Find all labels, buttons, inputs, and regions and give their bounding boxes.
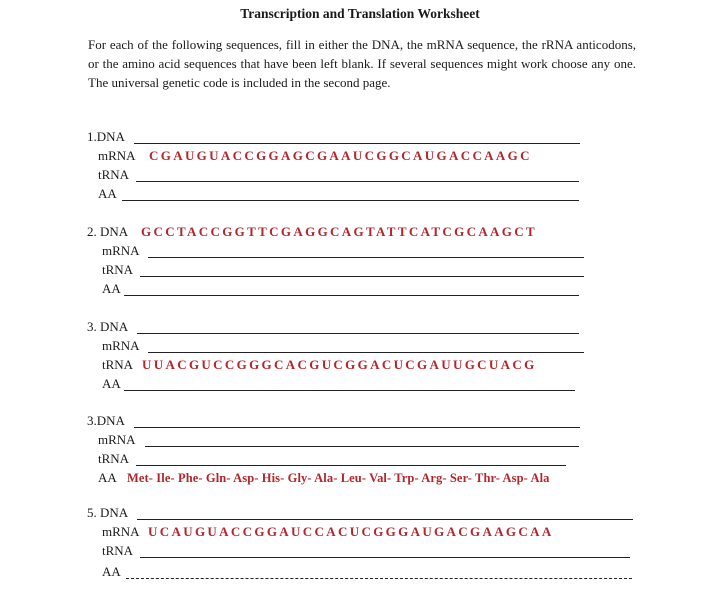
mrna-row: [102, 242, 587, 260]
mrna-sequence: UCAUGUACCGGAUCCACUCGGGAUGACGAAGCAA: [148, 524, 554, 539]
trna-row: [102, 261, 587, 279]
dna-label: 1.DNA: [87, 129, 125, 144]
mrna-sequence: CGAUGUACCGGAGCGAAUCGGCAUGACCAAGC: [149, 148, 532, 163]
trna-label: tRNA: [102, 262, 134, 277]
mrna-row: [98, 431, 583, 449]
instructions-paragraph: For each of the following sequences, fill in either the DNA, the mRNA sequence, the rRNA anticodons, or the amino acid sequences that have been left blank. If several sequences might work choose any one. The universal genetic code is included in the second page.: [88, 37, 636, 90]
aa-answer-line[interactable]: [124, 390, 575, 391]
mrna-label: mRNA: [102, 338, 140, 353]
aa-answer-line[interactable]: [124, 295, 579, 296]
trna-answer-line[interactable]: [140, 276, 584, 277]
mrna-label: mRNA: [102, 524, 140, 539]
dna-label: 2. DNA: [87, 224, 129, 239]
dna-answer-line[interactable]: [137, 519, 633, 520]
mrna-label: mRNA: [102, 243, 140, 258]
dna-row: [87, 128, 587, 146]
dna-answer-line[interactable]: [134, 427, 580, 428]
mrna-label: mRNA: [98, 148, 136, 163]
dna-label: 3.DNA: [87, 413, 125, 428]
dna-row: [87, 223, 627, 241]
dna-row: [87, 412, 587, 430]
worksheet-title: Transcription and Translation Worksheet: [240, 6, 480, 21]
aa-row: [98, 185, 583, 203]
aa-answer-line[interactable]: [126, 578, 632, 579]
aa-row: [102, 563, 634, 581]
aa-row: [98, 469, 628, 487]
aa-answer-line[interactable]: [122, 200, 579, 201]
aa-row: [102, 280, 587, 298]
dna-row: [87, 504, 635, 522]
trna-answer-line[interactable]: [136, 181, 579, 182]
dna-answer-line[interactable]: [134, 143, 580, 144]
trna-row: [102, 542, 632, 560]
trna-row: [98, 450, 568, 468]
mrna-label: mRNA: [98, 432, 136, 447]
dna-answer-line[interactable]: [137, 333, 579, 334]
aa-label: AA: [102, 281, 121, 296]
mrna-row: [102, 523, 642, 541]
aa-label: AA: [102, 376, 121, 391]
trna-label: tRNA: [102, 543, 134, 558]
mrna-answer-line[interactable]: [145, 446, 579, 447]
aa-sequence: Met- Ile- Phe- Gln- Asp- His- Gly- Ala- Leu- Val- Trp- Arg- Ser- Thr- Asp- Ala: [127, 471, 550, 485]
aa-row: [102, 375, 587, 393]
mrna-row: [102, 337, 587, 355]
aa-label: AA: [98, 186, 117, 201]
trna-row: [102, 356, 622, 374]
trna-answer-line[interactable]: [140, 557, 630, 558]
dna-label: 3. DNA: [87, 319, 129, 334]
trna-label: tRNA: [102, 357, 134, 372]
aa-label: AA: [102, 564, 121, 579]
aa-label: AA: [98, 470, 117, 485]
mrna-row: [98, 147, 618, 165]
mrna-answer-line[interactable]: [148, 352, 584, 353]
mrna-answer-line[interactable]: [148, 257, 584, 258]
dna-label: 5. DNA: [87, 505, 129, 520]
trna-row: [98, 166, 583, 184]
trna-label: tRNA: [98, 167, 130, 182]
dna-row: [87, 318, 587, 336]
trna-answer-line[interactable]: [136, 465, 566, 466]
dna-sequence: GCCTACCGGTTCGAGGCAGTATTCATCGCAAGCT: [141, 224, 538, 239]
trna-label: tRNA: [98, 451, 130, 466]
trna-sequence: UUACGUCCGGGCACGUCGGACUCGAUUGCUACG: [142, 357, 537, 372]
